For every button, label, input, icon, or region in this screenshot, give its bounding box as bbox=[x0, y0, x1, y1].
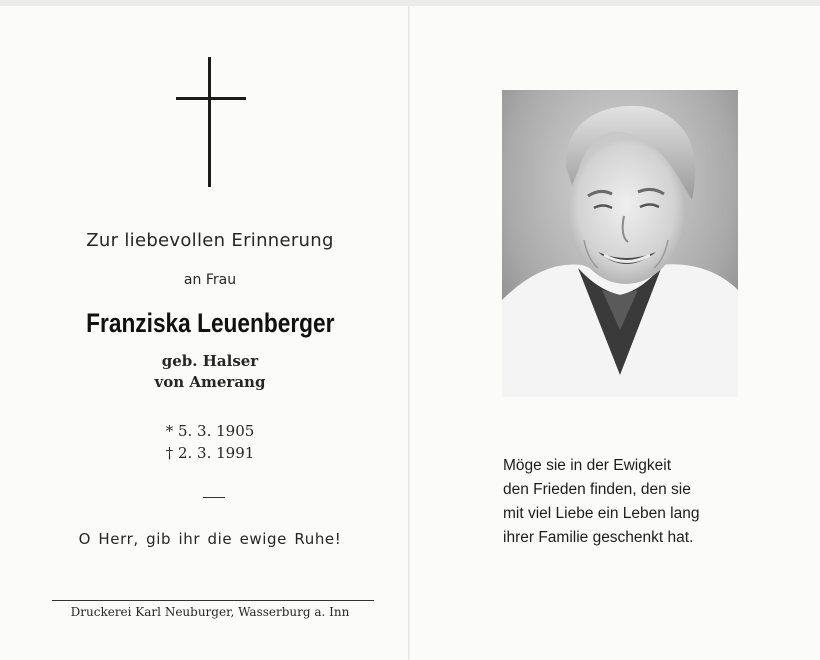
deceased-name: Franziska Leuenberger bbox=[86, 308, 335, 338]
verse-line: ihrer Familie geschenkt hat. bbox=[503, 529, 694, 546]
cross-vertical-bar bbox=[208, 57, 211, 187]
prayer-text: O Herr, gib ihr die ewige Ruhe! bbox=[78, 530, 342, 548]
separator-dash bbox=[203, 497, 225, 498]
maiden-name: geb. Halser bbox=[161, 352, 259, 370]
right-panel bbox=[410, 6, 820, 660]
verse-line: mit viel Liebe ein Leben lang bbox=[503, 505, 700, 522]
printer-rule bbox=[52, 600, 374, 601]
portrait-photo bbox=[502, 90, 738, 397]
left-panel bbox=[0, 6, 408, 660]
intro-text: Zur liebevollen Erinnerung bbox=[86, 230, 334, 251]
cross-horizontal-bar bbox=[176, 97, 246, 100]
origin: von Amerang bbox=[154, 373, 266, 391]
death-date: † 2. 3. 1991 bbox=[165, 444, 255, 462]
printer-credit: Druckerei Karl Neuburger, Wasserburg a. Inn bbox=[70, 605, 350, 619]
verse bbox=[503, 454, 763, 550]
salutation: an Frau bbox=[183, 272, 237, 288]
verse-line: den Frieden finden, den sie bbox=[503, 481, 691, 498]
verse-line: Möge sie in der Ewigkeit bbox=[503, 457, 671, 474]
birth-date: * 5. 3. 1905 bbox=[165, 422, 255, 440]
